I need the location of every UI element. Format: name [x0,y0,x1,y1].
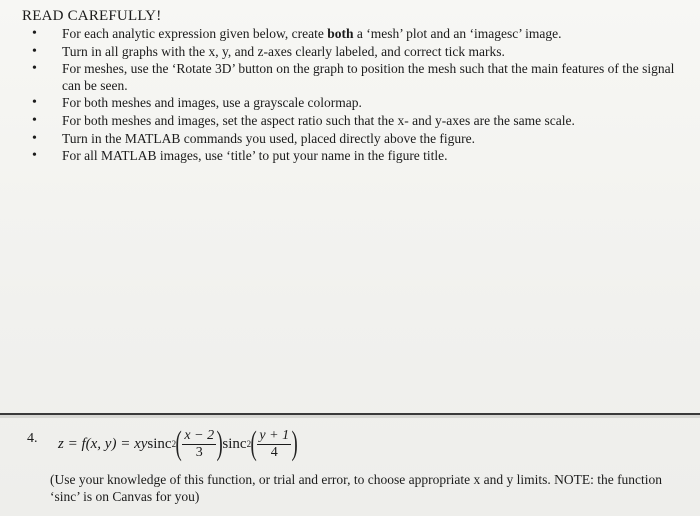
instruction-list [28,26,690,166]
bullet-icon: • [32,112,37,128]
problem-number: 4. [27,431,38,446]
instruction-item [28,26,690,43]
divider-shadow [0,415,700,418]
instruction-item [28,113,690,130]
bullet-icon: • [32,148,37,164]
instruction-item [28,61,690,94]
instruction-item [28,131,690,148]
instruction-item [28,148,690,165]
eq-xy: xy [134,435,148,452]
instruction-text: Turn in the MATLAB commands you used, placed directly above the figure. [62,130,476,146]
fraction-2-denominator: 4 [270,444,278,460]
fraction-2-numerator: y + 1 [259,427,290,443]
eq-exponent-1: 2 [171,439,177,449]
fraction-1-denominator: 3 [195,444,203,460]
instruction-item [28,95,690,112]
bullet-icon: • [32,43,37,59]
eq-sinc-1: sinc [147,435,172,452]
eq-lhs: z = [58,435,78,452]
eq-fraction-2 [257,428,291,461]
eq-function: f [81,435,86,452]
problem-note: (Use your knowledge of this function, or trial and error, to choose appropriate x and y limits. NOTE: the function ‘sinc’ is on Canvas for you) [50,472,663,504]
instruction-item [28,44,690,61]
eq-exponent-2: 2 [246,439,252,449]
eq-rparen-1: ) [216,425,223,462]
instruction-text: For meshes, use the ‘Rotate 3D’ button on the graph to position the mesh such that the main features of the signal can be seen. [62,61,675,93]
bullet-icon: • [32,26,37,41]
instruction-text: For both meshes and images, use a grayscale colormap. [62,95,362,111]
eq-sinc-2: sinc [222,435,247,452]
bullet-icon: • [32,130,37,146]
eq-fraction-1 [182,428,216,461]
eq-args: (x, y) = [85,435,131,452]
eq-lparen-1: ( [175,425,182,462]
eq-lparen-2: ( [250,425,257,462]
fraction-1-numerator: x − 2 [184,427,215,443]
instruction-text: For both meshes and images, set the aspect ratio such that the x- and y-axes are the same scale. [62,112,575,128]
problem-equation [58,422,297,466]
instruction-text: For all MATLAB images, use ‘title’ to put your name in the figure title. [62,148,448,164]
bullet-icon: • [32,95,37,111]
instruction-text: For each analytic expression given below, create both a ‘mesh’ plot and an ‘imagesc’ image. [62,26,562,41]
eq-rparen-2: ) [291,425,298,462]
bullet-icon: • [32,61,37,77]
instruction-text: Turn in all graphs with the x, y, and z-axes clearly labeled, and correct tick marks. [62,43,505,59]
problem-4 [22,420,692,468]
instructions-heading: READ CAREFULLY! [22,8,162,24]
